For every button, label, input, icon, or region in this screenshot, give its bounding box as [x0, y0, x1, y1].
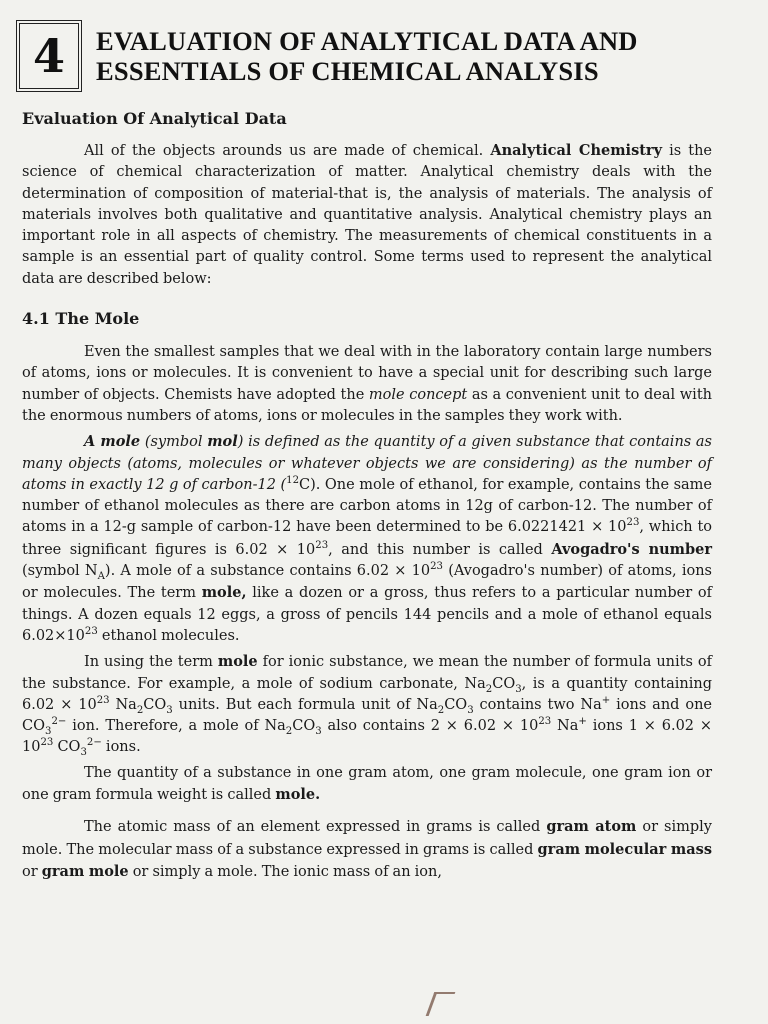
- text-run: or: [22, 863, 42, 880]
- term-mole-concept: mole concept: [368, 386, 468, 403]
- text-run: ion. Therefore, a mole of Na: [66, 718, 286, 735]
- page-content: [22, 108, 712, 883]
- paragraph-gram-atom: [22, 816, 712, 883]
- text-run: Na: [551, 718, 579, 735]
- chapter-header: [16, 20, 638, 92]
- text-run: CO: [292, 718, 316, 735]
- term-analytical-chemistry: Analytical Chemistry: [490, 142, 662, 159]
- text-run: units. But each formula unit of Na: [172, 696, 438, 713]
- subscript: 3: [166, 704, 173, 716]
- paragraph-mole-definition: [22, 431, 712, 647]
- term-mol: mol: [207, 433, 238, 451]
- superscript: 12: [286, 475, 300, 487]
- text-run: ions and one CO: [22, 696, 712, 735]
- subscript: A: [97, 570, 105, 582]
- superscript: 2−: [86, 737, 102, 749]
- chapter-title: [96, 26, 638, 86]
- subscript: 2: [136, 704, 144, 716]
- text-run: The quantity of a substance in one gram atom, one gram molecule, one gram ion or one gram formula weight is called: [22, 764, 712, 804]
- text-run: contains two Na: [473, 696, 602, 713]
- term-mole: mole.: [275, 786, 321, 804]
- text-run: ) is defined as the quantity of a given substance that contains as many objects (atoms, molecules or whatever objects we are considering) as the number of atoms in exactly 12 g of carbon-12 (: [22, 434, 713, 493]
- subscript: 3: [315, 726, 322, 738]
- subscript: 2: [485, 683, 493, 695]
- subscript: 3: [515, 683, 522, 695]
- term-a-mole: A mole: [84, 433, 141, 451]
- text-run: , which to three significant figures is 6.02 × 10: [22, 519, 713, 558]
- text-run: , and this number is called: [328, 541, 552, 558]
- text-run: is the science of chemical characterization of matter. Analytical chemistry deals with the determination of composition of material-that is, the analysis of materials. The analysis of materials involves both qualitative and quantitative analysis. Analytical chemistry plays an important role in all aspects of chemistry. The measurements of chemical constituents in a sample is an essential part of quality control. Some terms used to represent the analytical data are described below:: [22, 143, 712, 287]
- text-run: ions.: [101, 739, 141, 756]
- superscript: 23: [40, 737, 54, 749]
- term-gram-molecular-mass: gram molecular mass: [537, 840, 712, 858]
- superscript: +: [601, 695, 611, 706]
- subscript: 2: [285, 726, 293, 738]
- pen-mark: [426, 992, 456, 1016]
- chapter-number: 4: [32, 29, 65, 83]
- text-run: (Avogadro's number) of atoms, ions or molecules. The term: [22, 563, 712, 602]
- text-run: Even the smallest samples that we deal with in the laboratory contain large numbers of atoms, ions or molecules. It is convenient to have a special unit for describing such large number of objects. Chemists have adopted the: [22, 344, 712, 403]
- superscript: 23: [96, 695, 110, 706]
- section-heading-evaluation: Evaluation Of Analytical Data: [22, 109, 287, 128]
- superscript: 2−: [51, 716, 67, 728]
- superscript: 23: [315, 539, 329, 551]
- superscript: +: [578, 716, 587, 728]
- superscript: 23: [430, 561, 443, 573]
- paragraph-mole-intro: [22, 342, 712, 427]
- subscript: 3: [44, 726, 52, 738]
- paragraph-ionic-substance: [22, 651, 712, 758]
- text-run: CO: [53, 739, 81, 756]
- text-run: In using the term: [84, 654, 218, 671]
- text-run: for ionic substance, we mean the number of formula units of the substance. For example, a mole of sodium carbonate, Na: [22, 654, 712, 692]
- text-run: also contains 2 × 6.02 × 10: [321, 718, 539, 735]
- text-run: ions 1 × 6.02 × 10: [22, 718, 712, 756]
- term-mole: mole: [217, 653, 258, 671]
- term-gram-atom: gram atom: [546, 818, 637, 836]
- section-heading-mole: 4.1 The Mole: [22, 309, 140, 329]
- superscript: 23: [84, 626, 98, 638]
- text-run: like a dozen or a gross, thus refers to a particular number of things. A dozen equals 12 eggs, a gross of pencils 144 pencils and a mole of ethanol equals 6.02×10: [22, 585, 712, 644]
- text-run: (symbol: [140, 434, 208, 451]
- chapter-title-line-2: ESSENTIALS OF CHEMICAL ANALYSIS: [96, 56, 599, 86]
- paragraph-gram-definition: [22, 763, 712, 807]
- text-run: CO: [143, 696, 167, 713]
- text-run: , is a quantity containing 6.02 × 10: [22, 675, 712, 713]
- text-run: All of the objects arounds us are made of chemical.: [84, 143, 491, 159]
- subscript: 3: [80, 747, 87, 759]
- text-run: Na: [109, 696, 137, 713]
- text-run: C). One mole of ethanol, for example, contains the same number of ethanol molecules as there are carbon atoms in 12g of carbon-12. The number of atoms in a 12-g sample of carbon-12 have been determined to be 6.0221421 × 10: [22, 476, 712, 536]
- superscript: 23: [538, 716, 552, 728]
- text-run: or simply a mole. The ionic mass of an ion,: [128, 863, 442, 880]
- term-mole: mole,: [201, 584, 247, 602]
- subscript: 2: [437, 704, 445, 716]
- text-run: The atomic mass of an element expressed in grams is called: [84, 819, 547, 836]
- text-run: ). A mole of a substance contains 6.02 × 10: [104, 563, 431, 580]
- text-run: or simply mole. The molecular mass of a substance expressed in grams is called: [22, 819, 712, 858]
- chapter-title-line-1: EVALUATION OF ANALYTICAL DATA AND: [96, 26, 638, 56]
- paragraph-intro: [22, 140, 712, 290]
- text-run: CO: [492, 675, 516, 692]
- term-gram-mole: gram mole: [41, 862, 129, 880]
- superscript: 23: [626, 517, 640, 529]
- chapter-number-box: [16, 20, 82, 92]
- term-avogadros-number: Avogadro's number: [551, 540, 713, 558]
- text-run: CO: [444, 696, 468, 713]
- subscript: 3: [467, 704, 474, 716]
- text-run: as a convenient unit to deal with the enormous numbers of atoms, ions or molecules in the samples they work with.: [22, 386, 712, 424]
- text-run: ethanol molecules.: [97, 627, 240, 644]
- text-run: (symbol N: [22, 563, 98, 580]
